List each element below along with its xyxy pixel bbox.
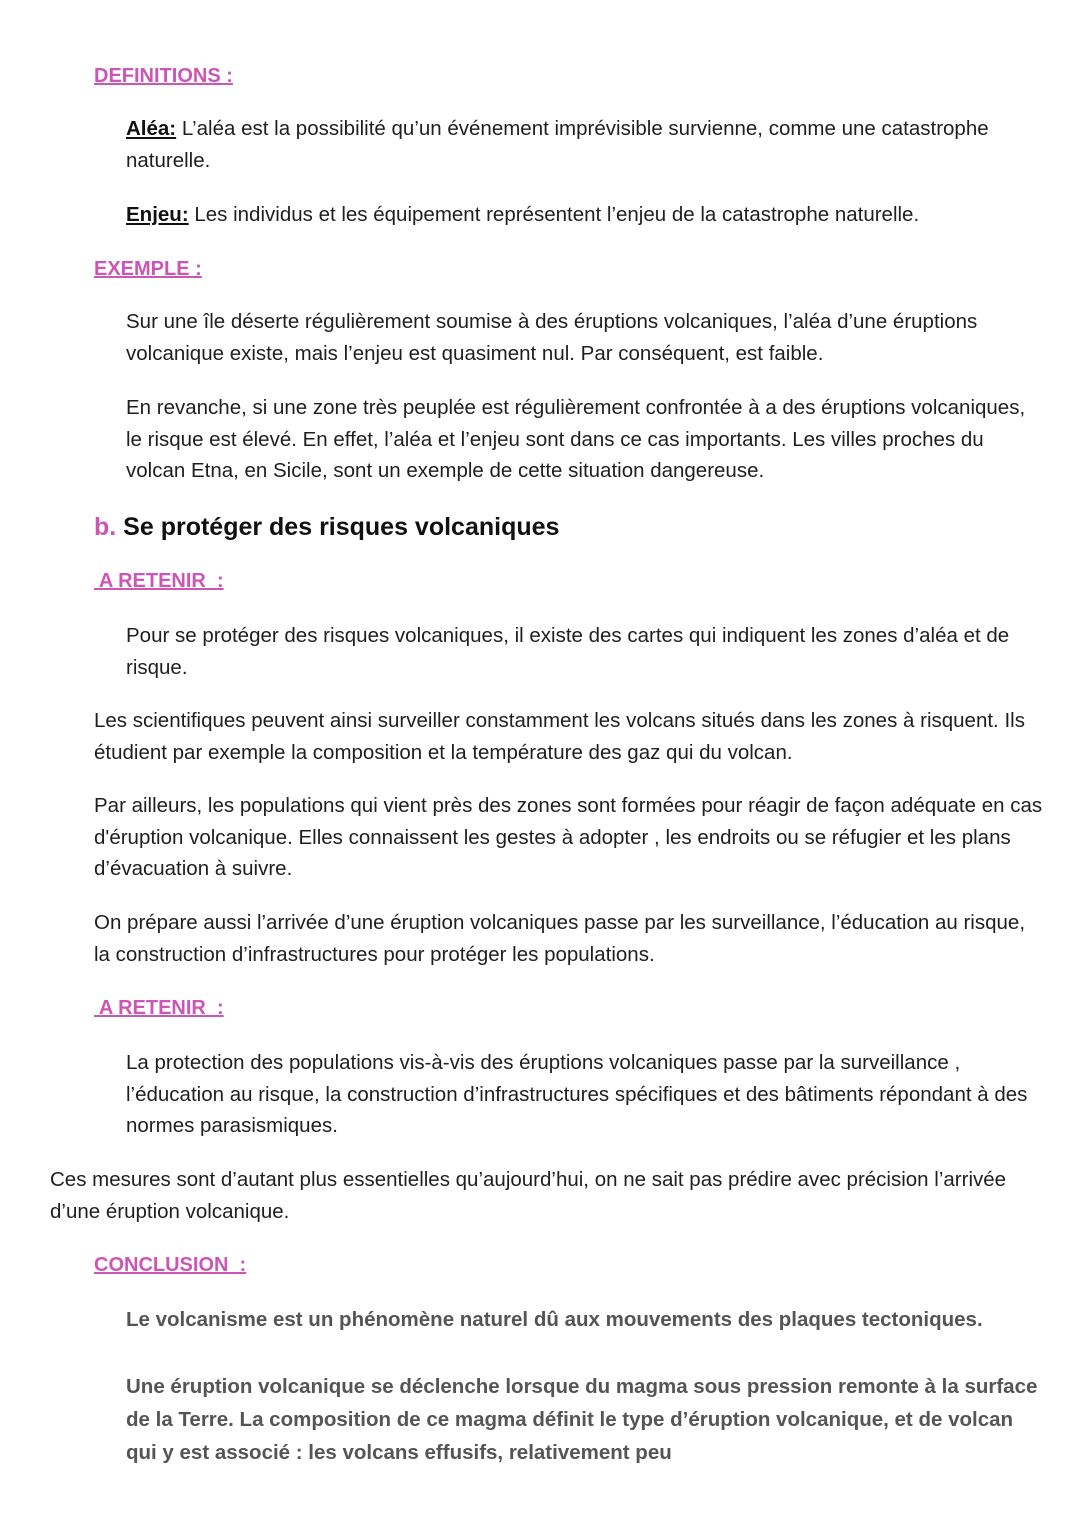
section-b-letter: b.	[94, 513, 117, 541]
body-paragraph-2: Par ailleurs, les populations qui vient près des zones sont formées pour réagir de façon adéquate en cas d'éruption volcanique. Elles connaissent les gestes à adopter , les endroits ou se réfugier et les plans d’évacuation à suivre.	[94, 794, 1043, 880]
enjeu-term: Enjeu:	[126, 203, 189, 226]
retenir-2-paragraph: La protection des populations vis-à-vis des éruptions volcaniques passe par la surveillance , l’éducation au risque, la construction d’infrastructures spécifiques et des bâtiments répondant à des normes parasismiques.	[126, 1051, 1028, 1137]
conclusion-paragraph-1: Le volcanisme est un phénomène naturel dû aux mouvements des plaques tectoniques.	[126, 1308, 983, 1331]
body-paragraph-1: Les scientifiques peuvent ainsi surveiller constamment les volcans situés dans les zones à risquent. Ils étudient par exemple la composition et la température des gaz qui du volcan.	[94, 709, 1025, 764]
example-label: EXEMPLE :	[94, 258, 202, 280]
example-paragraph-1: Sur une île déserte régulièrement soumise à des éruptions volcaniques, l’aléa d’une éruptions volcanique existe, mais l’enjeu est quasiment nul. Par conséquent, est faible.	[126, 310, 978, 365]
section-b-title: Se protéger des risques volcaniques	[116, 513, 560, 541]
alea-term: Aléa:	[126, 117, 177, 140]
conclusion-label: CONCLUSION :	[94, 1254, 247, 1276]
definition-enjeu	[126, 199, 1046, 231]
enjeu-definition-text: Les individus et les équipement représentent l’enjeu de la catastrophe naturelle.	[188, 203, 920, 226]
closing-paragraph: Ces mesures sont d’autant plus essentielles qu’aujourd’hui, on ne sait pas prédire avec précision l’arrivée d’une éruption volcanique.	[50, 1168, 1007, 1223]
definitions-label: DEFINITIONS :	[94, 65, 233, 87]
definition-alea	[126, 113, 1046, 176]
retenir-label-2: A RETENIR :	[94, 997, 224, 1019]
conclusion-paragraph-2: Une éruption volcanique se déclenche lorsque du magma sous pression remonte à la surface de la Terre. La composition de ce magma définit le type d’éruption volcanique, et de volcan qui y est associé : les volcans effusifs, relativement peu	[126, 1375, 1038, 1464]
example-paragraph-2: En revanche, si une zone très peuplée est régulièrement confrontée à a des éruptions volcaniques, le risque est élevé. En effet, l’aléa et l’enjeu sont dans ce cas importants. Les villes proches du volcan Etna, en Sicile, sont un exemple de cette situation dangereuse.	[126, 396, 1026, 482]
section-b-heading	[94, 510, 559, 544]
body-paragraph-3: On prépare aussi l’arrivée d’une éruption volcaniques passe par les surveillance, l’éducation au risque, la construction d’infrastructures pour protéger les populations.	[94, 911, 1026, 966]
alea-definition-text: L’aléa est la possibilité qu’un événement imprévisible survienne, comme une catastrophe naturelle.	[126, 117, 989, 172]
retenir-label-1: A RETENIR :	[94, 570, 224, 592]
retenir-1-paragraph: Pour se protéger des risques volcaniques, il existe des cartes qui indiquent les zones d’aléa et de risque.	[126, 624, 1010, 679]
